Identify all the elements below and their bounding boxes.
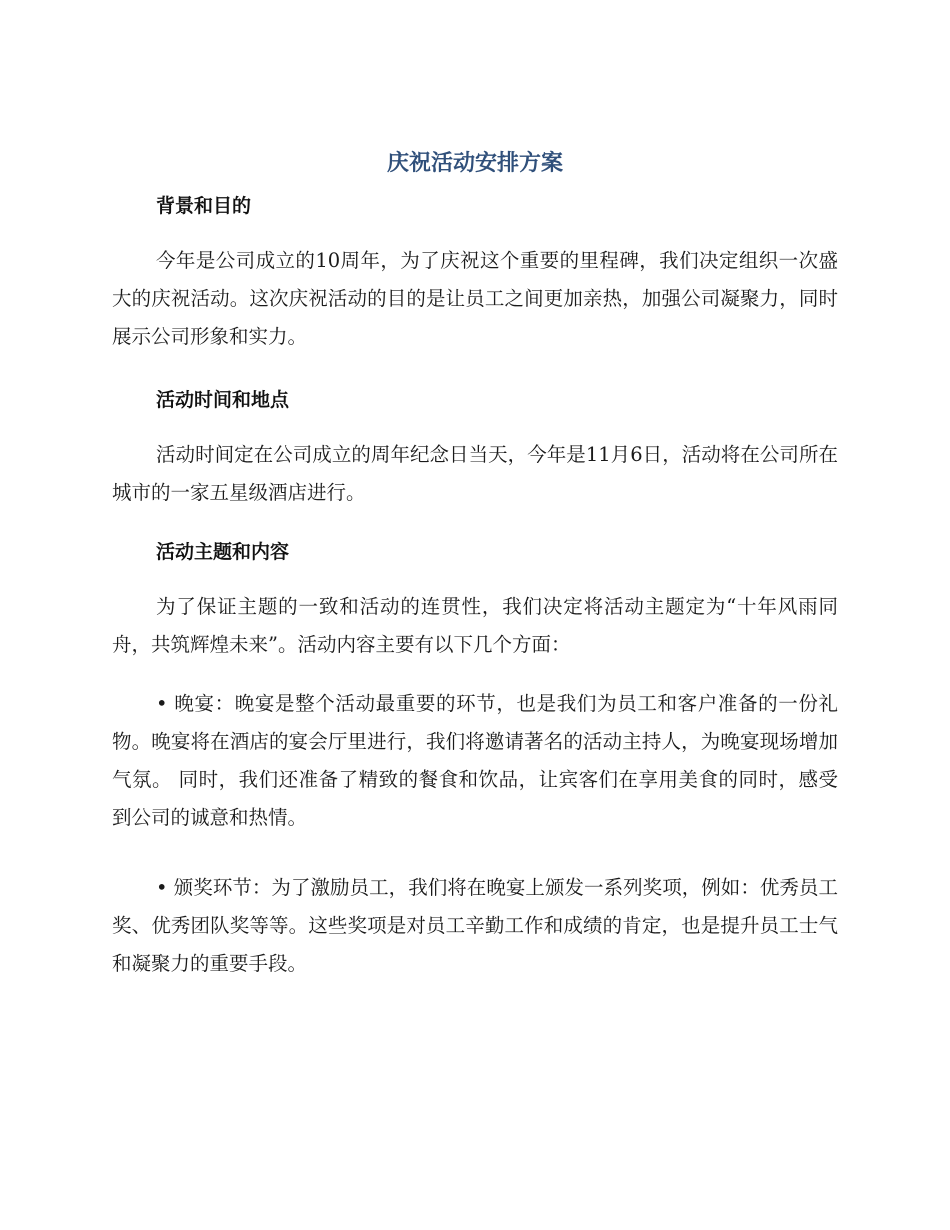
document-page xyxy=(112,0,838,1230)
section-heading-background: 背景和目的 xyxy=(156,195,252,217)
paragraph-time-place: 活动时间定在公司成立的周年纪念日当天，今年是11月6日，活动将在公司所在城市的一家五星级酒店进行。 xyxy=(112,443,838,504)
bullet-item-awards: • 颁奖环节：为了激励员工，我们将在晚宴上颁发一系列奖项，例如：优秀员工奖、优秀团队奖等等。这些奖项是对员工辛勤工作和成绩的肯定，也是提升员工士气和凝聚力的重要手段。 xyxy=(112,876,838,975)
bullet-item-banquet: • 晚宴：晚宴是整个活动最重要的环节，也是我们为员工和客户准备的一份礼物。晚宴将在酒店的宴会厅里进行，我们将邀请著名的活动主持人，为晚宴现场增加气氛。 同时，我们还准备了精致的餐食和饮品，让宾客们在享用美食的同时，感受到公司的诚意和热情。 xyxy=(112,692,838,829)
document-title: 庆祝活动安排方案 xyxy=(386,151,563,176)
paragraph-theme-intro: 为了保证主题的一致和活动的连贯性，我们决定将活动主题定为“十年风雨同舟，共筑辉煌未来”。活动内容主要有以下几个方面： xyxy=(112,595,838,656)
section-heading-theme-content: 活动主题和内容 xyxy=(156,541,290,563)
section-heading-time-place: 活动时间和地点 xyxy=(156,389,290,411)
paragraph-background: 今年是公司成立的10周年，为了庆祝这个重要的里程碑，我们决定组织一次盛大的庆祝活动。这次庆祝活动的目的是让员工之间更加亲热，加强公司凝聚力，同时展示公司形象和实力。 xyxy=(112,249,838,348)
